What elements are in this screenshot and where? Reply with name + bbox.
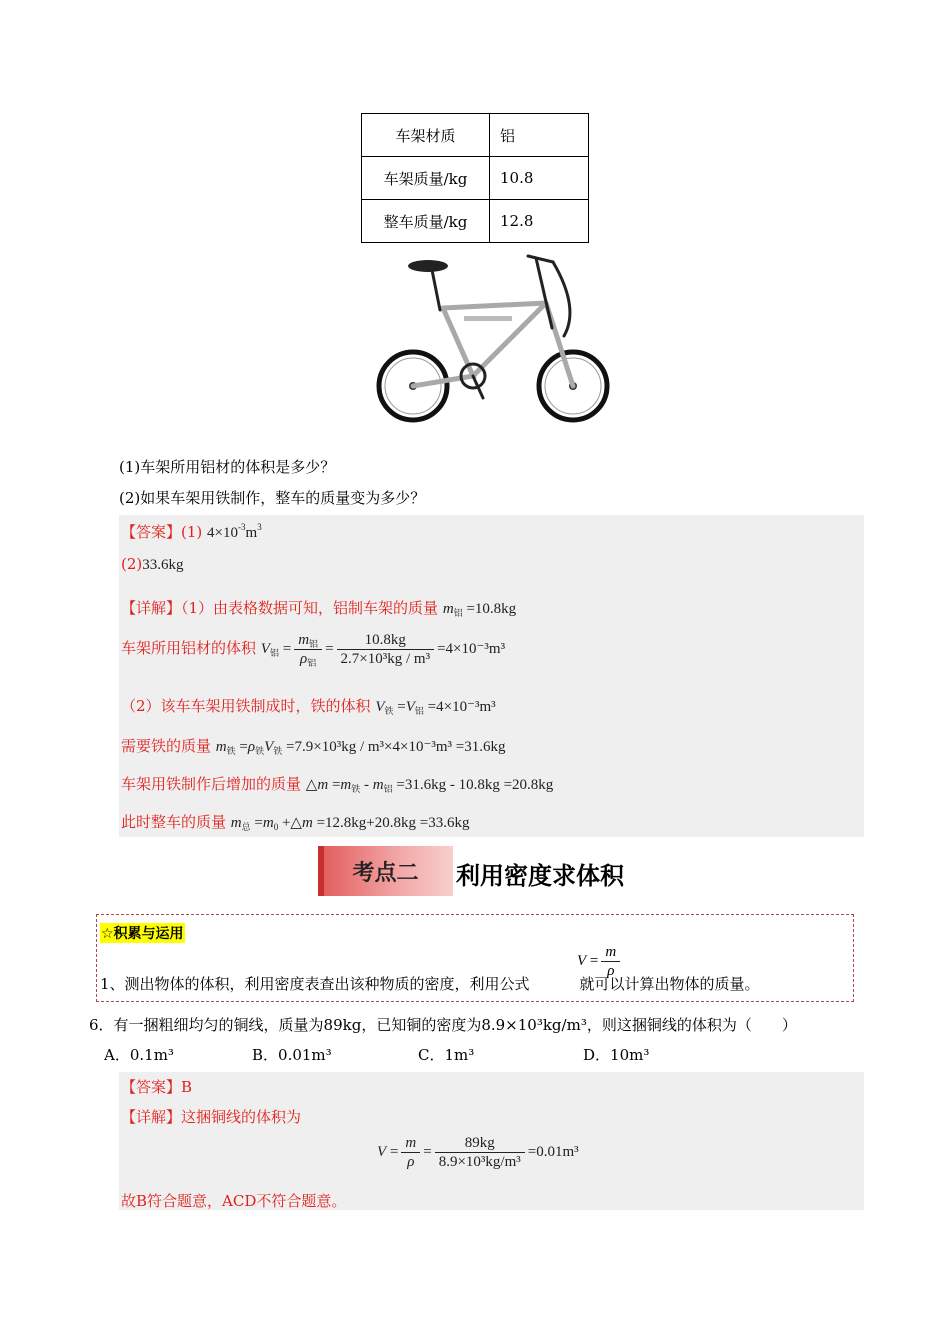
answer-tag: 【答案】 (121, 523, 182, 541)
question-6: 6．有一捆粗细均匀的铜线，质量为89kg，已知铜的密度为8.9×10³kg/m³，则这捆铜线的体积为（ ） (89, 1016, 797, 1034)
detail-text: 【详解】这捆铜线的体积为 (121, 1108, 302, 1126)
fraction-denominator: 8.9×10³kg/m³ (438, 1154, 521, 1170)
answer-tag: 【答案】B (121, 1078, 193, 1096)
detail-text: 车架用铁制作后增加的质量 (121, 775, 302, 793)
fraction-numerator: 89kg (435, 1134, 525, 1153)
fraction-denominator: 2.7×10³kg / m³ (340, 651, 431, 667)
spec-table (361, 113, 589, 243)
fraction-numerator: 10.8kg (337, 631, 435, 650)
formula-result: =0.01m³ (527, 1143, 579, 1160)
option-c: C．1m³ (418, 1046, 475, 1064)
table-cell: 车架材质 (362, 114, 490, 157)
section-tag: 考点二 (318, 846, 453, 896)
question-2: (2)如果车架用铁制作，整车的质量变为多少？ (119, 489, 426, 507)
tips-text: 就可以计算出物体的质量。 (579, 975, 760, 993)
table-row (362, 157, 589, 200)
question-1: (1)车架所用铝材的体积是多少？ (119, 458, 336, 476)
formula: V = $\frac{m}{\rho}$ = $\frac{89kg}{\text{8.9×10³kg/m³}}$ =0.01m³ (377, 1135, 579, 1170)
table-cell: 整车质量/kg (362, 200, 490, 243)
detail-text: （2）该车车架用铁制成时，铁的体积 (121, 697, 371, 715)
formula: =4×10⁻³m³ (427, 699, 496, 715)
tips-heading: ☆积累与运用 (100, 923, 185, 943)
answer-block: 【答案】(1) $4\times 10^{-3}m^3$ (2)33.6kg 【详解】（1）由表格数据可知，铝制车架的质量 $m_铝 =10.8kg$ 车架所用铝材的体积 $V_铝$ = $\frac{m_铝}{\rho_铝}$ = $\frac{10.8kg}{\text{2.7×10³kg / m³}}$ =4×10⁻³m³ （2）该车车架用铁制成时，铁的体积 $V_铁 =V_铝 =4\times 10^{-3}m^3$ 需要铁的质量 $m_铁 =\rho_铁V_铁 =7.9\times 10^3kg / m^3\times 4\times 10^{-3}m^3 =31.6kg$ 车架用铁制作后增加的质量 △m $=m_铁 - m_铝 =31.6kg - 10.8kg =20.8kg$ 此时整车的质量 $m_总 =m_0$ +△m =12.8kg+20.8kg =33.6kg (119, 515, 864, 837)
exponent: -3 (238, 522, 246, 532)
detail-text: 车架所用铝材的体积 (121, 638, 257, 657)
detail-tag: 【详解】 (121, 599, 182, 617)
tips-body (100, 973, 760, 994)
tips-box (96, 914, 854, 1002)
answer-block (119, 1072, 864, 1210)
formula: =12.8kg+20.8kg =33.6kg (316, 815, 470, 831)
section-header (318, 846, 648, 896)
table-cell: 10.8 (490, 157, 589, 200)
formula: =10.8kg (466, 601, 517, 617)
formula: =4×10⁻³m³ (437, 640, 506, 657)
option-a: A．0.1m³ (104, 1046, 174, 1064)
conclusion: 故B符合题意，ACD不符合题意。 (121, 1192, 347, 1210)
table-row (362, 114, 589, 157)
tips-text: 1、测出物体的体积，利用密度表查出该种物质的密度，利用公式 (100, 975, 530, 993)
bicycle-image (368, 248, 613, 426)
table-cell: 12.8 (490, 200, 589, 243)
option-d: D．10m³ (583, 1046, 650, 1064)
answer-part-label: (2) (121, 555, 143, 573)
section-title: 利用密度求体积 (456, 862, 624, 890)
detail-text: 需要铁的质量 (121, 737, 212, 755)
answer-value: 4×10 (207, 525, 239, 541)
option-b: B．0.01m³ (252, 1046, 332, 1064)
answer-unit: m (245, 525, 258, 541)
table-row (362, 200, 589, 243)
table-cell: 铝 (490, 114, 589, 157)
detail-text: 此时整车的质量 (121, 813, 227, 831)
formula: =31.6kg - 10.8kg =20.8kg (396, 777, 554, 793)
formula: =7.9×10³kg / m³×4×10⁻³m³ =31.6kg (286, 739, 506, 755)
formula: V = $\frac{m}{\rho}$ (577, 943, 623, 980)
detail-text: （1）由表格数据可知，铝制车架的质量 (181, 599, 439, 617)
table-cell: 车架质量/kg (362, 157, 490, 200)
answer-part-label: (1) (181, 523, 203, 541)
answer-value: 33.6kg (142, 557, 184, 573)
